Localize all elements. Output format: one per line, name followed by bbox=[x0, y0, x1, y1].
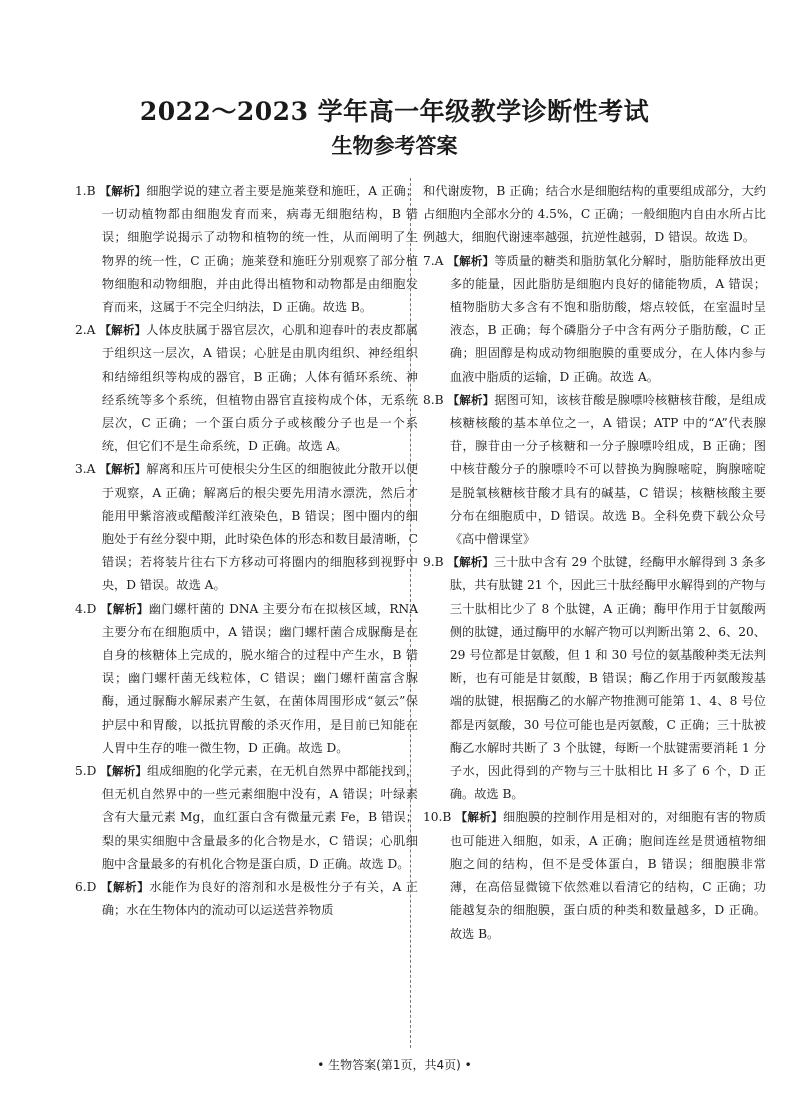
column-divider bbox=[410, 178, 411, 1048]
answer-text: 等质量的糖类和脂肪氧化分解时，脂肪能释放出更多的能量，因此脂肪是细胞内良好的储能物质，A 错误；植物脂肪大多含有不饱和脂肪酸，熔点较低，在室温时呈液态，B 正确；每个磷脂分子中含有两分子脂肪酸，C 正确；胆固醇是构成动物细胞膜的重要成分，在人体内参与血液中脂质的运输，D 正确。故选 A。 bbox=[449, 253, 766, 384]
answer-text: 水能作为良好的溶剂和水是极性分子有关，A 正确；水在生物体内的流动可以运送营养物质 bbox=[101, 880, 418, 918]
answer-text: 组成细胞的化学元素，在无机自然界中都能找到，但无机自然界中的一些元素细胞中没有，A 错误；叶绿素含有大量元素 Mg，血红蛋白含有微量元素 Fe，B 错误；梨的果实细胞中含量最多的化合物是水，C 错误；心肌细胞中含量最多的有机化合物是蛋白质，D 正确。故选 D。 bbox=[101, 764, 419, 871]
answer-text: 解离和压片可使根尖分生区的细胞彼此分散开以便于观察，A 正确；解离后的根尖要先用清水漂洗，然后才能用甲紫溶液或醋酸洋红液染色，B 错误；图中圈内的细胞处于有丝分裂中期，此时染色体的形态和数目最清晰，C 错误；若将装片往右下方移动可将圈内的细胞移到视野中央，D 错误。故选 A。 bbox=[101, 462, 418, 593]
analysis-tag: 【解析】 bbox=[99, 184, 147, 198]
analysis-tag: 【解析】 bbox=[100, 764, 147, 779]
answer-number: 1.B bbox=[75, 184, 100, 198]
answer-text: 幽门螺杆菌的 DNA 主要分布在拟核区域，RNA 主要分布在细胞质中，A 错误；幽门螺杆菌合成脲酶是在自身的核糖体上完成的，脱水缩合的过程中产生水，B 错误；幽门螺杆菌无线粒体，C 错误；幽门螺杆菌富含脲酶，通过脲酶水解尿素产生氨，在菌体周围形成“氨云”保护层中和胃酸，以抵抗胃酸的杀灭作用，是目前已知能在人胃中生存的唯一微生物，D 正确。故选 D。 bbox=[101, 601, 418, 755]
answer-item bbox=[75, 876, 418, 922]
answer-number: 9.B bbox=[423, 555, 448, 570]
analysis-tag: 【解析】 bbox=[447, 555, 494, 570]
answer-item bbox=[75, 180, 418, 319]
right-column bbox=[423, 180, 766, 946]
answer-text: 细胞学说的建立者主要是施莱登和施旺，A 正确；一切动植物都由细胞发育而来，病毒无细胞结构，B 错误；细胞学说揭示了动物和植物的统一性，从而阐明了生物界的统一性，C 正确；施莱登和施旺分别观察了部分植物细胞和动物细胞，并由此得出植物和动物都是由细胞发育而来，这属于不完全归纳法，D 正确。故选 B。 bbox=[101, 184, 418, 315]
answer-item bbox=[75, 598, 418, 760]
analysis-tag: 【解析】 bbox=[100, 601, 149, 616]
answer-text: 据图可知，该核苷酸是腺嘌呤核糖核苷酸，是组成核糖核酸的基本单位之一，A 错误；ATP 中的“A”代表腺苷，腺苷由一分子核糖和一分子腺嘌呤组成，B 正确；图中核苷酸分子的腺嘌呤不可以替换为胸腺嘧啶，胸腺嘧啶是脱氧核糖核苷酸才具有的碱基，C 错误；核糖核酸主要分布在细胞质中，D 错误。故选 B。全科免费下载公众号《高中僧课堂》 bbox=[449, 392, 767, 547]
answer-number: 6.D bbox=[75, 880, 101, 895]
analysis-tag: 【解析】 bbox=[99, 462, 147, 477]
page-subtitle: 生物参考答案 bbox=[331, 134, 458, 158]
answer-text: 细胞膜的控制作用是相对的，对细胞有害的物质也可能进入细胞，如汞，A 正确；胞间连丝是贯通植物细胞之间的结构，但不是受体蛋白，B 错误；细胞膜非常薄，在高倍显微镜下依然难以看清它的结构，C 正确；功能越复杂的细胞膜，蛋白质的种类和数量越多，D 正确。故选 B。 bbox=[449, 810, 767, 941]
answer-number: 5.D bbox=[75, 764, 101, 779]
answer-item bbox=[423, 806, 766, 945]
answer-number: 8.B bbox=[423, 392, 448, 407]
answer-text: 三十肽中含有 29 个肽键，经酶甲水解得到 3 条多肽，共有肽键 21 个，因此三十肽经酶甲水解得到的产物与三十肽相比少了 8 个肽键，A 正确；酶甲作用于甘氨酸两侧的肽键，通过酶甲的水解产物可以判断出第 2、6、20、29 号位都是甘氨酸，但 1 和 30 号位的氨基酸种类无法判断，也有可能是甘氨酸，B 错误；酶乙作用于丙氨酸羧基端的肽键，根据酶乙的水解产物推测可能第 1、4、8 号位都是丙氨酸，30 号位可能也是丙氨酸，C 正确；三十肽被酶乙水解时共断了 3 个肽键，每断一个肽键需要消耗 1 分子水，因此得到的产物与三十肽相比 H 多了 6 个，D 正确。故选 B。 bbox=[449, 555, 766, 802]
answer-item bbox=[423, 180, 766, 250]
analysis-tag: 【解析】 bbox=[447, 253, 495, 268]
answer-item bbox=[75, 760, 418, 876]
answer-item bbox=[75, 458, 418, 597]
answer-text: 和代谢废物，B 正确；结合水是细胞结构的重要组成部分，大约占细胞内全部水分的 4.5%，C 正确；一般细胞内自由水所占比例越大，细胞代谢速率越强，抗逆性越弱，D 错误。故选 D。 bbox=[423, 184, 766, 245]
answer-item bbox=[423, 389, 766, 551]
answer-item bbox=[423, 250, 766, 389]
left-column bbox=[75, 180, 418, 923]
answer-number: 2.A bbox=[75, 323, 100, 338]
analysis-tag: 【解析】 bbox=[447, 392, 495, 407]
answer-number: 3.A bbox=[75, 462, 100, 477]
answer-item bbox=[75, 319, 418, 458]
page-title: 2022～2023 学年高一年级教学诊断性考试 bbox=[139, 97, 650, 126]
analysis-tag: 【解析】 bbox=[100, 880, 150, 895]
answer-number: 4.D bbox=[75, 601, 101, 616]
page-footer: • 生物答案(第1页，共4页) • bbox=[317, 1058, 472, 1072]
answer-text: 人体皮肤属于器官层次，心肌和迎春叶的表皮都属于组织这一层次，A 错误；心脏是由肌肉组织、神经组织和结缔组织等构成的器官，B 正确；人体有循环系统、神经系统等多个系统，但植物由器官直接构成个体，无系统层次，C 正确；一个蛋白质分子或核酸分子也是一个系统，但它们不是生命系统，D 正确。故选 A。 bbox=[101, 323, 418, 454]
answer-item bbox=[423, 551, 766, 806]
answer-number: 7.A bbox=[423, 253, 448, 268]
analysis-tag: 【解析】 bbox=[99, 323, 147, 338]
analysis-tag: 【解析】 bbox=[455, 810, 503, 825]
answer-number: 10.B bbox=[423, 810, 456, 825]
